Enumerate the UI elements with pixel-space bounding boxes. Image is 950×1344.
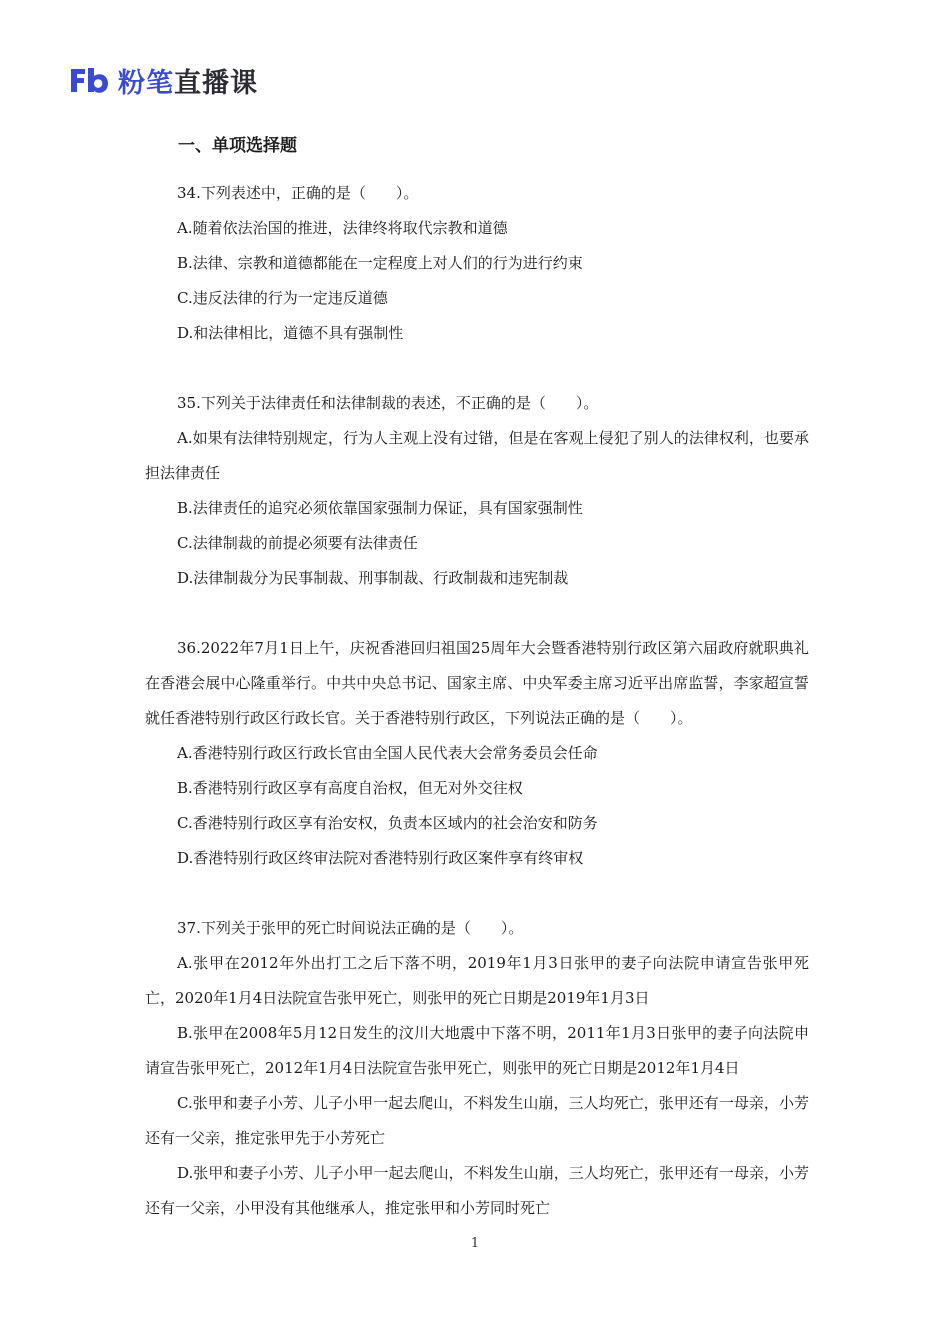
section-title: 一、单项选择题 [178, 136, 297, 156]
option-a: A.香港特别行政区行政长官由全国人民代表大会常务委员会任命 [177, 744, 598, 762]
spacer [145, 876, 809, 899]
option-c: C.张甲和妻子小芳、儿子小甲一起去爬山，不料发生山崩，三人均死亡，张甲还有一母亲，小芳还有一父亲，推定张甲先于小芳死亡 [145, 1094, 809, 1147]
option-c: C.香港特别行政区享有治安权，负责本区域内的社会治安和防务 [177, 814, 598, 832]
question-stem: 34.下列表述中，正确的是（ ）。 [177, 184, 419, 202]
option-b: B.法律责任的追究必须依靠国家强制力保证，具有国家强制性 [177, 499, 583, 517]
question-stem: 36.2022年7月1日上午，庆祝香港回归祖国25周年大会暨香港特别行政区第六届政府就职典礼在香港会展中心隆重举行。中共中央总书记、国家主席、中央军委主席习近平出席监誓，李家超宣誓就任香港特别行政区行政长官。关于香港特别行政区，下列说法正确的是（ ）。 [145, 639, 809, 727]
option-d: D.法律制裁分为民事制裁、刑事制裁、行政制裁和违宪制裁 [177, 569, 569, 587]
question-stem: 35.下列关于法律责任和法律制裁的表述，不正确的是（ ）。 [177, 394, 599, 412]
logo-brand: 粉笔 [118, 67, 174, 99]
spacer [145, 351, 809, 374]
option-a: A.张甲在2012年外出打工之后下落不明，2019年1月3日张甲的妻子向法院申请宣告张甲死亡，2020年1月4日法院宣告张甲死亡，则张甲的死亡日期是2019年1月3日 [145, 954, 809, 1007]
question-34 [145, 176, 809, 351]
option-b: B.香港特别行政区享有高度自治权，但无对外交往权 [177, 779, 523, 797]
option-d: D.张甲和妻子小芳、儿子小甲一起去爬山，不料发生山崩，三人均死亡，张甲还有一母亲，小芳还有一父亲，小甲没有其他继承人，推定张甲和小芳同时死亡 [145, 1164, 809, 1217]
fenbi-logo [68, 62, 258, 98]
option-d: D.香港特别行政区终审法院对香港特别行政区案件享有终审权 [177, 849, 584, 867]
fenbi-logo-icon [68, 65, 110, 95]
logo-text [118, 61, 258, 100]
question-37 [145, 911, 809, 1226]
option-a: A.随着依法治国的推进，法律终将取代宗教和道德 [177, 219, 508, 237]
page-number: 1 [470, 1236, 480, 1251]
logo-product: 直播课 [174, 67, 258, 99]
option-b: B.法律、宗教和道德都能在一定程度上对人们的行为进行约束 [177, 254, 583, 272]
document-body [145, 128, 809, 1226]
option-c: C.违反法律的行为一定违反道德 [177, 289, 388, 307]
option-a: A.如果有法律特别规定，行为人主观上没有过错，但是在客观上侵犯了别人的法律权利，也要承担法律责任 [145, 429, 809, 482]
option-c: C.法律制裁的前提必须要有法律责任 [177, 534, 418, 552]
question-stem: 37.下列关于张甲的死亡时间说法正确的是（ ）。 [177, 919, 524, 937]
question-36 [145, 631, 809, 876]
option-b: B.张甲在2008年5月12日发生的汶川大地震中下落不明，2011年1月3日张甲的妻子向法院申请宣告张甲死亡，2012年1月4日法院宣告张甲死亡，则张甲的死亡日期是2012年1月4日 [145, 1024, 809, 1077]
question-35 [145, 386, 809, 596]
spacer [145, 596, 809, 619]
option-d: D.和法律相比，道德不具有强制性 [177, 324, 404, 342]
